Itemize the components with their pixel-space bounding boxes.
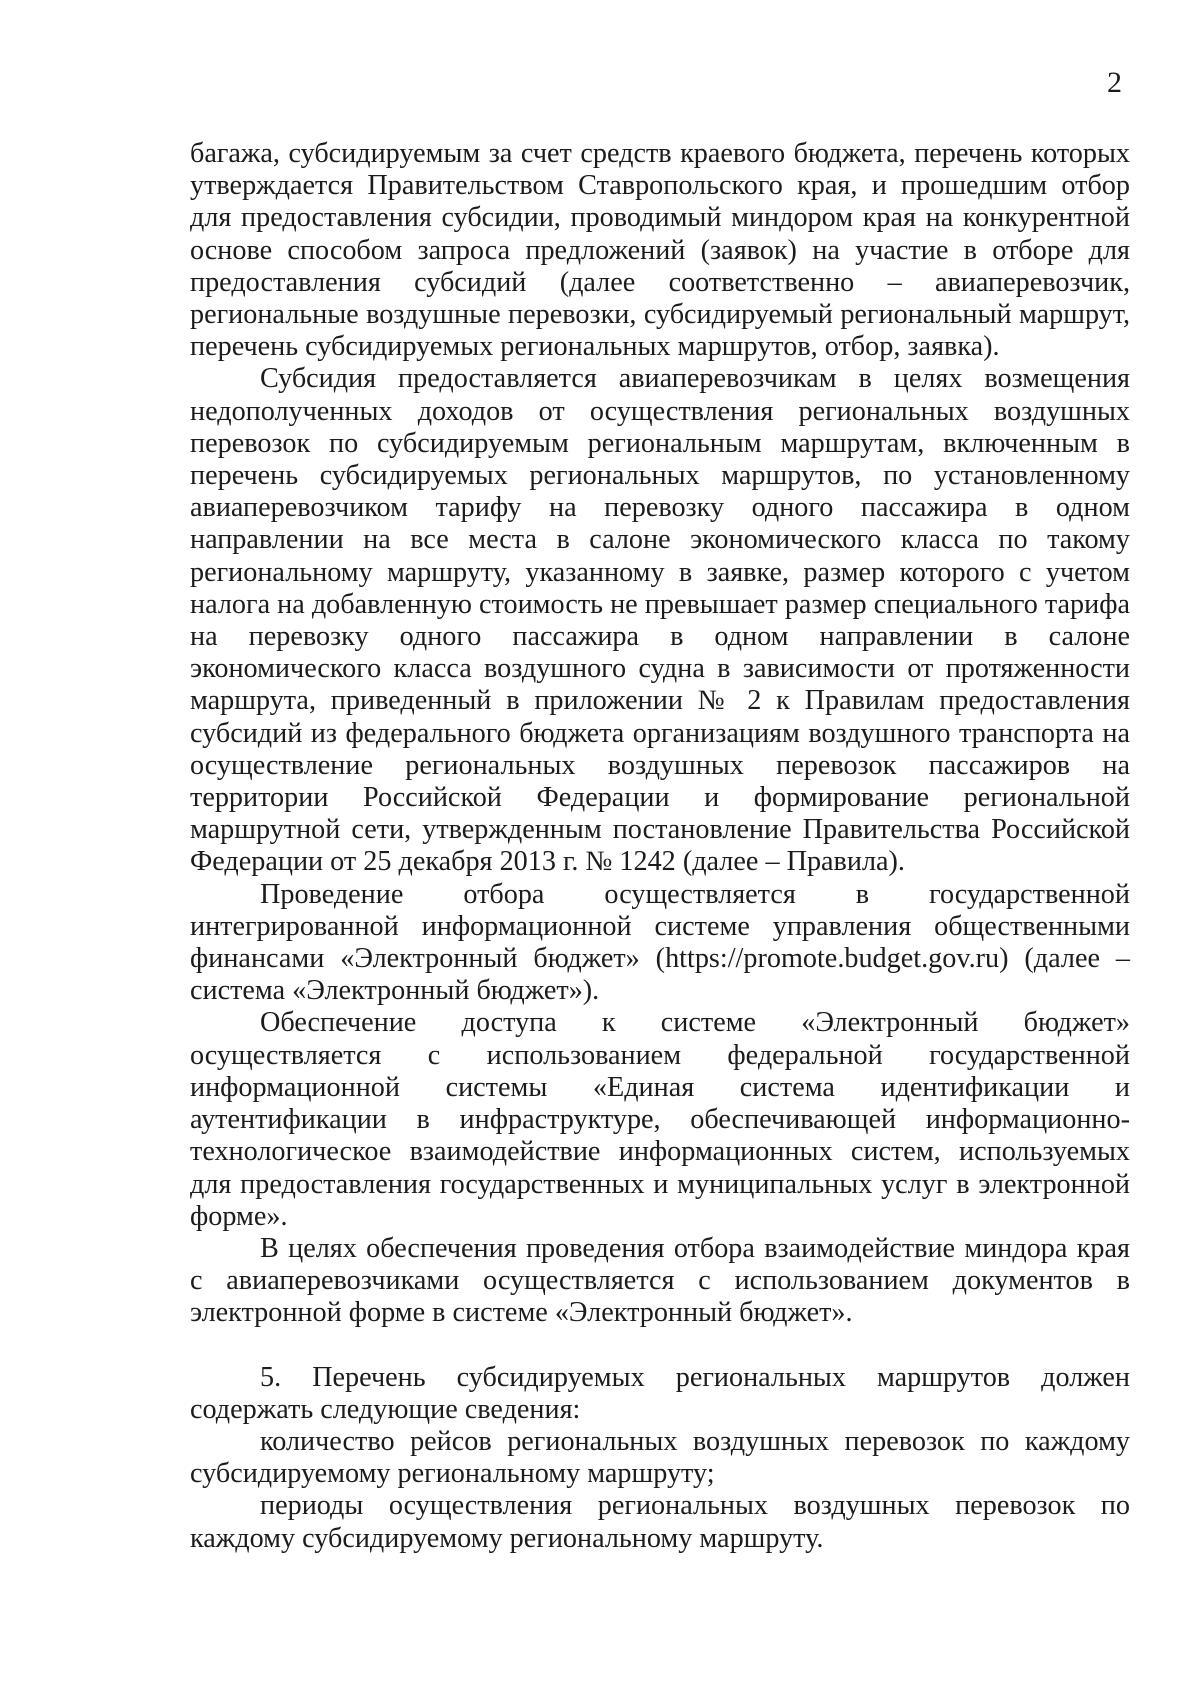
paragraph-flight-periods: периоды осуществления региональных воздушных перевозок по каждому субсидируемому региональному маршруту. <box>190 1490 1130 1554</box>
page-number: 2 <box>1107 66 1122 99</box>
paragraph-subsidy-purpose: Субсидия предоставляется авиаперевозчикам в целях возмещения недополученных доходов от осуществления региональных воздушных перевозок по субсидируемым региональным маршрутам, включенным в перечень субсидируемых региональных маршрутов, по установленному авиаперевозчиком тарифу на перевозку одного пассажира в одном направлении на все места в салоне экономического класса по такому региональному маршруту, указанному в заявке, размер которого с учетом налога на добавленную стоимость не превышает размер специального тарифа на перевозку одного пассажира в одном направлении в салоне экономического класса воздушного судна в зависимости от протяженности маршрута, приведенный в приложении № 2 к Правилам предоставления субсидий из федерального бюджета организациям воздушного транспорта на осуществление региональных воздушных перевозок пассажиров на территории Российской Федерации и формирование региональной маршрутной сети, утвержденным постановление Правительства Российской Федерации от 25 декабря 2013 г. № 1242 (далее – Правила). <box>190 363 1130 878</box>
paragraph-flights-count: количество рейсов региональных воздушных перевозок по каждому субсидируемому региональному маршруту; <box>190 1425 1130 1490</box>
paragraph-selection-system: Проведение отбора осуществляется в государственной интегрированной информационной системе управления общественными финансами «Электронный бюджет» (https://promote.budget.gov.ru) (далее – система «Электронный бюджет»). <box>190 878 1130 1007</box>
document-body <box>190 138 1130 1555</box>
paragraph-interaction: В целях обеспечения проведения отбора взаимодействие миндора края с авиаперевозчиками осуществляется с использованием документов в электронной форме в системе «Электронный бюджет». <box>190 1232 1130 1329</box>
paragraph-system-access: Обеспечение доступа к системе «Электронный бюджет» осуществляется с использованием федеральной государственной информационной системы «Единая система идентификации и аутентификации в инфраструктуре, обеспечивающей информационно-технологическое взаимодействие информационных систем, используемых для предоставления государственных и муниципальных услуг в электронной форме». <box>190 1007 1130 1232</box>
paragraph-continuation: багажа, субсидируемым за счет средств краевого бюджета, перечень которых утверждается Правительством Ставропольского края, и прошедшим отбор для предоставления субсидии, проводимый миндором края на конкурентной основе способом запроса предложений (заявок) на участие в отборе для предоставления субсидий (далее соответственно – авиаперевозчик, региональные воздушные перевозки, субсидируемый региональный маршрут, перечень субсидируемых региональных маршрутов, отбор, заявка). <box>190 138 1130 363</box>
paragraph-item-5: 5. Перечень субсидируемых региональных маршрутов должен содержать следующие сведения: <box>190 1361 1130 1425</box>
